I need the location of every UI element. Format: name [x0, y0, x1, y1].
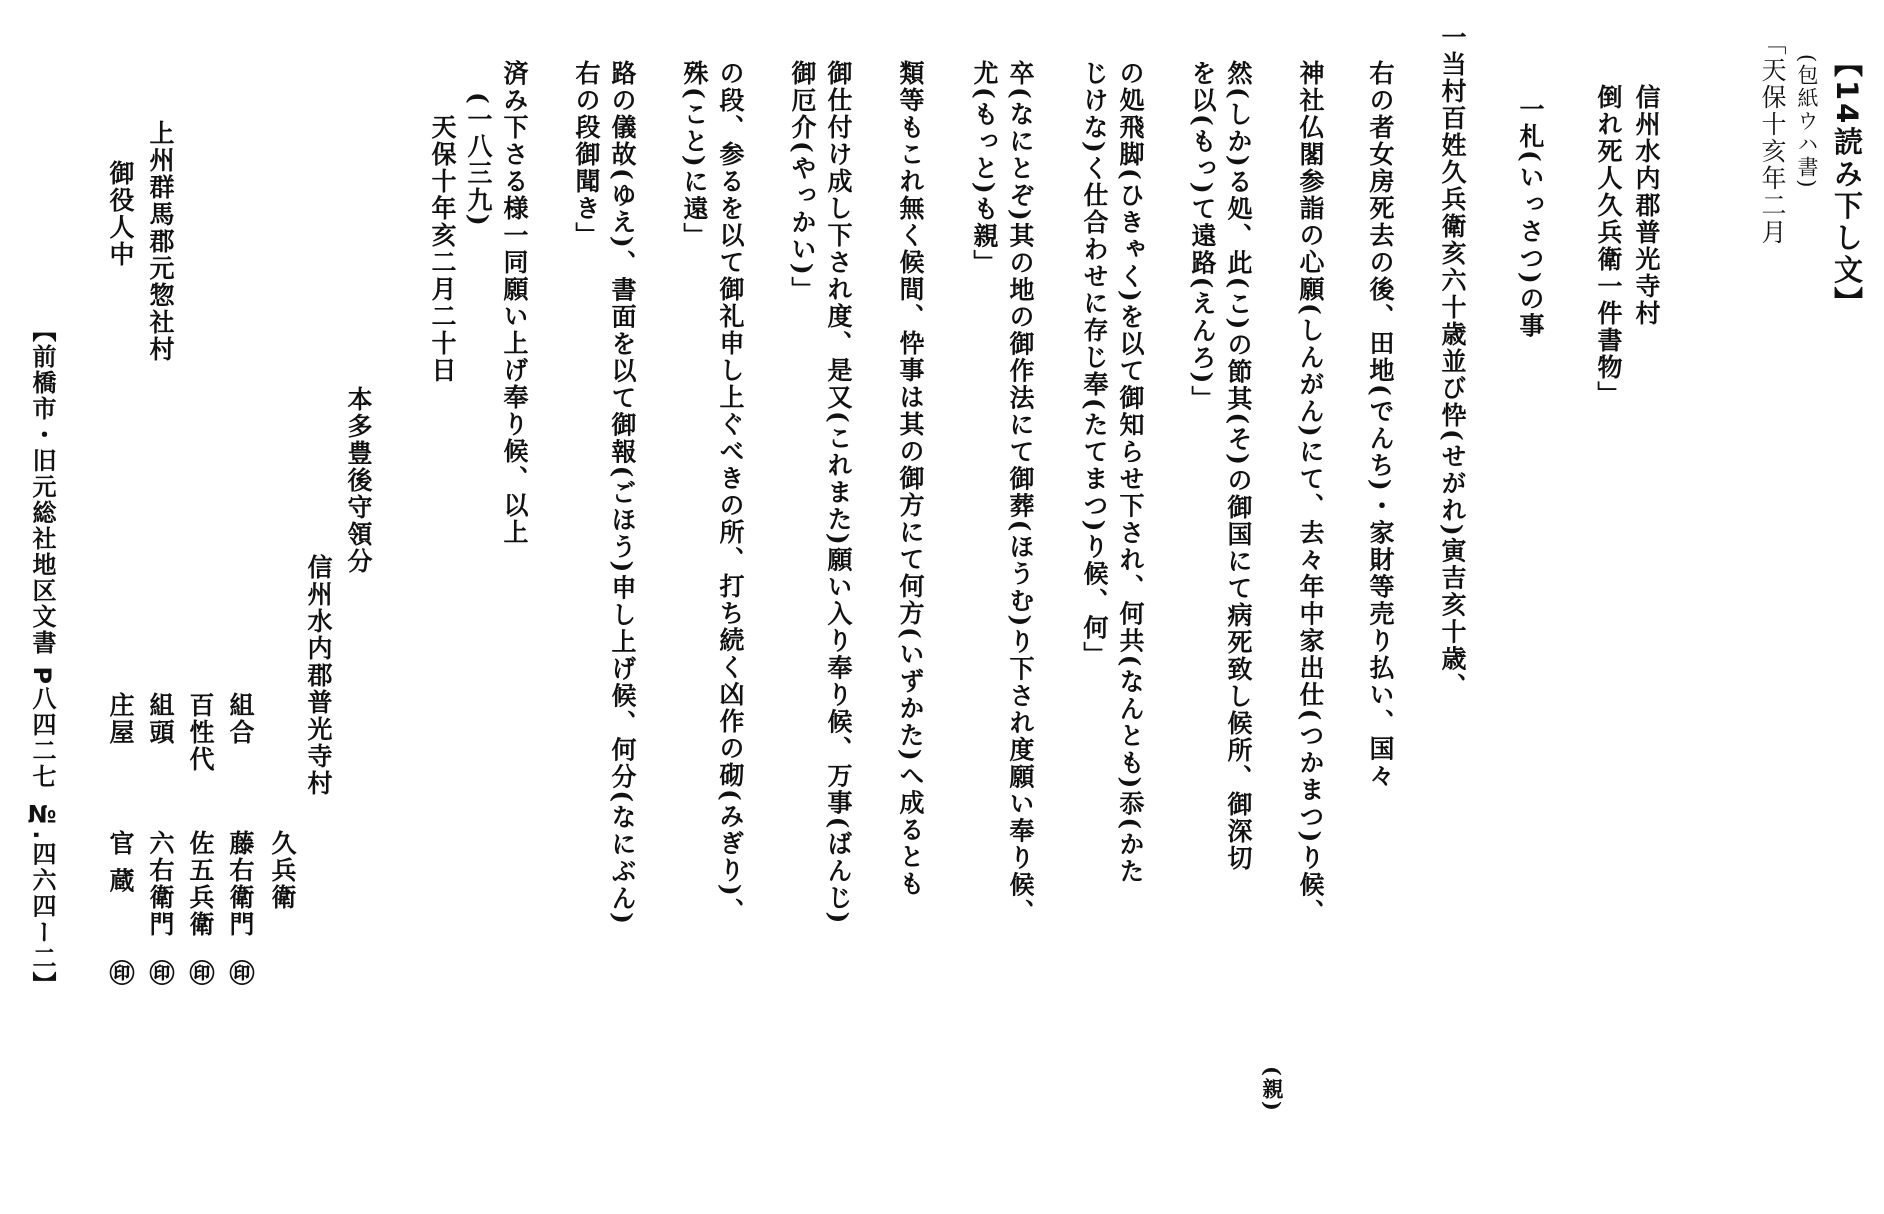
signatory-name-kyubei: 久兵衛 — [268, 830, 297, 911]
signatory-name-kanzo: 官 蔵 — [106, 830, 135, 895]
signatory-title-kumigashira: 組頭 — [146, 692, 175, 746]
wrapper-date: 「天保十亥年二月 — [1758, 30, 1787, 246]
source-citation: 【前橋市・旧元総社地区文書 P八四二七 №.四六四ー二】 — [28, 318, 56, 998]
body-line-14: 殊(こと)に遠」 — [680, 60, 709, 250]
signatory-name-gohei: 佐五兵衛 — [186, 830, 215, 938]
recipient-village: 上州群馬郡元惣社村 — [146, 120, 175, 363]
body-line-1: 一当村百姓久兵衛亥六十歳並び忰(せがれ)寅吉亥十歳、 — [1438, 24, 1467, 700]
body-line-2: 右の者女房死去の後、田地(でんち)・家財等売り払い、国々 — [1366, 60, 1395, 790]
body-line-11: 御仕付け成し下され度、是又(これまた)願い入り奉り候、万事(ばんじ) — [824, 60, 853, 926]
document-title: 一札(いっさつ)の事 — [1516, 96, 1545, 340]
body-line-8: 卒(なにとぞ)其の地の御作法にて御葬(ほうむ)り下され度願い奉り候、 — [1006, 60, 1035, 926]
signatory-title-hyakushodai: 百性代 — [186, 692, 215, 773]
wrapper-note: (包紙ウハ書) — [1795, 54, 1819, 190]
body-line-9: 尤(もっと)も親」 — [970, 60, 999, 277]
body-line-4: 然(しか)る処、此(こ)の節其(そ)の御国にて病死致し候所、御深切 — [1224, 60, 1253, 872]
seal-mark-rokuemon: ㊞ — [146, 960, 175, 987]
document-heading: 【14読み下し文】 — [1830, 48, 1864, 319]
body-line-7: じけな)く仕合わせに存じ奉(たてまつ)り候、何」 — [1080, 60, 1109, 669]
signatory-title-shoya: 庄屋 — [106, 692, 135, 746]
body-line-5: を以(もっ)て遠路(えんろ)」 — [1188, 60, 1217, 413]
sender-domain: 本多豊後守領分 — [344, 386, 373, 575]
sender-village: 信州水内郡普光寺村 — [304, 554, 333, 797]
date-western: (一八三九) — [464, 92, 493, 228]
body-line-15: 路の儀故(ゆえ)、書面を以て御報(ごほう)申し上げ候、何分(なにぶん) — [608, 60, 637, 926]
signatory-name-toemon: 藤右衛門 — [226, 830, 255, 938]
date-line: 天保十年亥二月二十日 — [428, 114, 457, 384]
body-line-10: 類等もこれ無く候間、忰事は其の御方にて何方(いずかた)へ成るとも — [896, 60, 925, 898]
signatory-title-kumiai: 組合 — [226, 692, 255, 746]
shin-annotation: (親) — [1260, 1066, 1285, 1113]
body-line-16: 右の段御聞き」 — [572, 60, 601, 249]
body-line-6: の処飛脚(ひきゃく)を以て御知らせ下され、何共(なんとも)忝(かた — [1116, 60, 1145, 886]
wrapper-title-line-2: 倒れ死人久兵衛一件書物」 — [1594, 84, 1623, 408]
seal-mark-gohei: ㊞ — [186, 960, 215, 987]
seal-mark-toemon: ㊞ — [226, 960, 255, 987]
body-line-12: 御厄介(やっかい)」 — [788, 60, 817, 304]
recipient-office: 御役人中 — [106, 160, 135, 268]
signatory-name-rokuemon: 六右衛門 — [146, 830, 175, 938]
body-line-13: の段、参るを以て御礼申し上ぐべきの所、打ち続く凶作の砌(みぎり)、 — [716, 60, 745, 925]
body-line-3: 神社仏閣参詣の心願(しんがん)にて、去々年中家出仕(つかまつ)り候、 — [1296, 60, 1325, 926]
wrapper-title-line-1: 信州水内郡普光寺村 — [1632, 84, 1661, 327]
seal-mark-kanzo: ㊞ — [106, 960, 135, 987]
body-line-17: 済み下さる様一同願い上げ奉り候、以上 — [500, 60, 529, 546]
